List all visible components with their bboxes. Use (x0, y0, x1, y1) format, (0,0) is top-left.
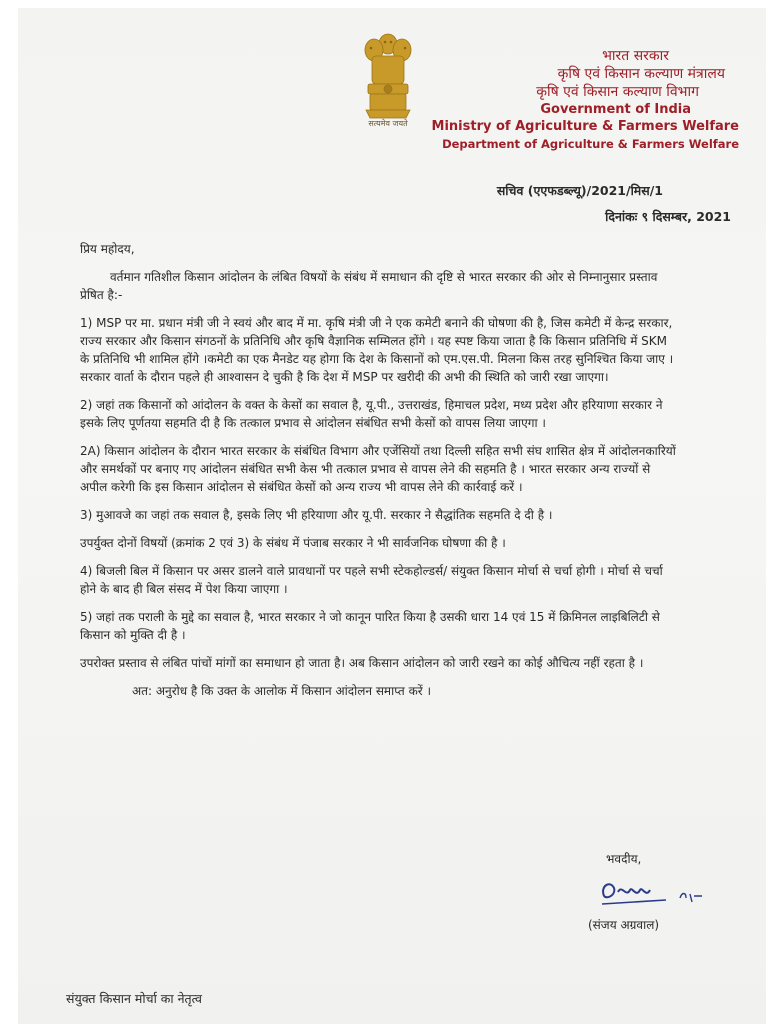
handwritten-signature (596, 876, 706, 915)
letterhead-english-line2: Ministry of Agriculture & Farmers Welfare (431, 119, 739, 134)
salutation: प्रिय महोदय, (80, 242, 135, 256)
reference-number: सचिव (एएफडब्ल्यू)/2021/मिस/1 (496, 183, 663, 198)
letter-date: दिनांकः ९ दिसम्बर, 2021 (605, 209, 731, 224)
letterhead-hindi-line2: कृषि एवं किसान कल्याण मंत्रालय (557, 66, 725, 82)
point-cases-central: 2A) किसान आंदोलन के दौरान भारत सरकार के संबंधित विभाग और एजेंसियों तथा दिल्ली सहित सभी संघ शासित क्षेत्र में आंदोलनकारियों और समर्थकों पर बनाए गए आंदोलन संबंधित सभी केस भी तत्काल प्रभाव से वापस लेने की सहमति है । भारत सरकार अन्य राज्यों से अपील करेगी कि इस किसान आंदोलन से संबंधित केसों को अन्य राज्य भी वापस लेने की कार्रवाई करें । (80, 444, 676, 494)
point-stubble: 5) जहां तक पराली के मुद्दे का सवाल है, भारत सरकार ने जो कानून पारित किया है उसकी धारा 14 एवं 15 में क्रिमिनल लाइबिलिटी से किसान को मुक्ति दी है । (80, 610, 660, 642)
letterhead-hindi-line1: भारत सरकार (602, 48, 669, 64)
conclusion-paragraph: उपरोक्त प्रस्ताव से लंबित पांचों मांगों का समाधान हो जाता है। अब किसान आंदोलन को जारी रखने का कोई औचित्य नहीं रहता है । (80, 656, 644, 670)
letter-body (80, 240, 680, 700)
point-cases-states: 2) जहां तक किसानों को आंदोलन के वक्त के केसों का सवाल है, यू.पी., उत्तराखंड, हिमाचल प्रदेश, मध्य प्रदेश और हरियाणा सरकार ने इसके लिए पूर्णतया सहमति दी है कि तत्काल प्रभाव से आंदोलन संबंधित सभी केसों को वापस लिया जाएगा । (80, 398, 663, 430)
recipient: संयुक्त किसान मोर्चा का नेतृत्व (66, 991, 202, 1006)
point-electricity-bill: 4) बिजली बिल में किसान पर असर डालने वाले प्रावधानों पर पहले सभी स्टेकहोल्डर्स/ संयुक्त किसान मोर्चा से चर्चा होगी । मोर्चा से चर्चा होने के बाद ही बिल संसद में पेश किया जाएगा । (80, 564, 663, 596)
point-punjab: उपर्युक्त दोनों विषयों (क्रमांक 2 एवं 3) के संबंध में पंजाब सरकार ने भी सार्वजनिक घोषणा की है । (80, 536, 506, 550)
point-msp: 1) MSP पर मा. प्रधान मंत्री जी ने स्वयं और बाद में मा. कृषि मंत्री जी ने एक कमेटी बनाने की घोषणा की है, जिस कमेटी में केन्द्र सरकार, राज्य सरकार और किसान संगठनों के प्रतिनिधि और कृषि वैज्ञानिक सम्मिलत होंगे । यह स्पष्ट किया जाता है कि किसान प्रतिनिधि में SKM के प्रतिनिधि भी शामिल होंगे ।कमेटी का एक मैनडेट यह होगा कि देश के किसानों को एम.एस.पी. मिलना किस तरह सुनिश्चित किया जाए । सरकार वार्ता के दौरान पहले ही आश्वासन दे चुकी है कि देश में MSP पर खरीदी की अभी की स्थिति को जारी रखा जाएगा। (80, 316, 674, 384)
letterhead (409, 47, 739, 152)
intro-paragraph: वर्तमान गतिशील किसान आंदोलन के लंबित विषयों के संबंध में समाधान की दृष्टि से भारत सरकार की ओर से निम्नानुसार प्रस्ताव प्रेषित है:- (80, 270, 658, 302)
closing-request: अत: अनुरोध है कि उक्त के आलोक में किसान आंदोलन समाप्त करें । (132, 684, 432, 698)
valediction: भवदीय, (606, 852, 642, 866)
letterhead-english-line1: Government of India (540, 102, 691, 117)
point-compensation: 3) मुआवजे का जहां तक सवाल है, इसके लिए भी हरियाणा और यू.पी. सरकार ने सैद्धांतिक सहमति दे दी है । (80, 508, 553, 522)
emblem-motto: सत्यमेव जयते (368, 119, 408, 128)
signatory-name: (संजय अग्रवाल) (588, 918, 660, 932)
letterhead-hindi-line3: कृषि एवं किसान कल्याण विभाग (536, 84, 699, 100)
reference-block (496, 178, 731, 230)
letterhead-english-line3: Department of Agriculture & Farmers Welfare (442, 137, 739, 151)
